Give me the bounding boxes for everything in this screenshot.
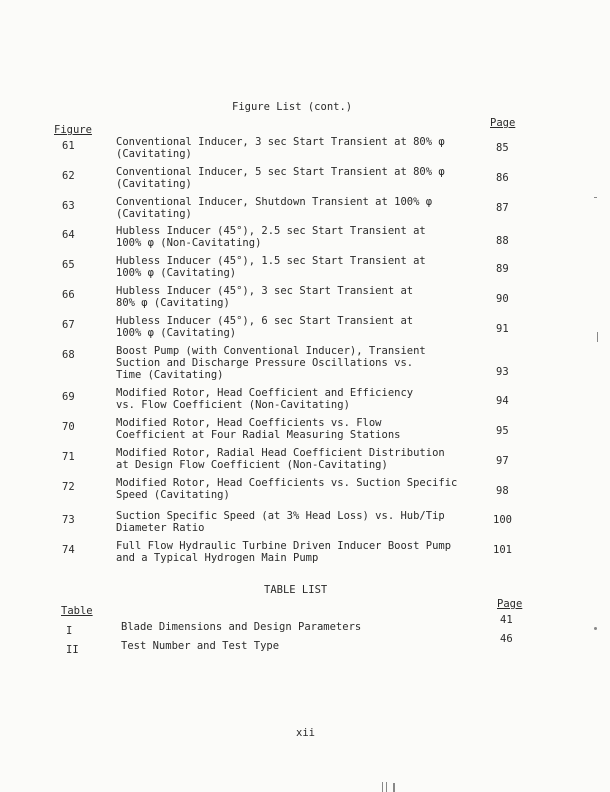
figure-description-line: Hubless Inducer (45°), 6 sec Start Transient at [116,315,414,327]
figure-description-line: Time (Cavitating) [116,369,224,381]
figure-page-number: 91 [496,323,509,335]
figure-page-number: 95 [496,425,509,437]
figure-description-line: (Cavitating) [116,208,192,220]
scan-mark [594,197,597,198]
figure-description-line: 100% φ (Cavitating) [116,267,237,279]
figure-page-number: 93 [496,366,509,378]
figure-page-number: 86 [496,172,509,184]
figure-description-line: Modified Rotor, Head Coefficients vs. Suction Specific [116,477,458,489]
figure-description-line: 80% φ (Cavitating) [116,297,230,309]
figure-number: 74 [62,544,75,556]
figure-number: 61 [62,140,75,152]
table-description: Test Number and Test Type [121,640,280,652]
figure-page-number: 101 [493,544,512,556]
figure-number: 68 [62,349,75,361]
figure-number: 62 [62,170,75,182]
figure-description-line: Modified Rotor, Radial Head Coefficient Distribution [116,447,445,459]
figure-description-line: Diameter Ratio [116,522,205,534]
scan-mark [597,332,598,342]
figure-page-number: 100 [493,514,512,526]
page-number: xii [296,727,315,739]
figure-number: 63 [62,200,75,212]
figure-page-number: 97 [496,455,509,467]
figure-description-line: Boost Pump (with Conventional Inducer), Transient [116,345,426,357]
figure-description-line: Coefficient at Four Radial Measuring Stations [116,429,401,441]
table-list-title: TABLE LIST [264,584,328,596]
figure-page-number: 94 [496,395,509,407]
figure-description-line: at Design Flow Coefficient (Non-Cavitating) [116,459,388,471]
table-number: II [66,644,79,656]
figure-description-line: Modified Rotor, Head Coefficient and Efficiency [116,387,414,399]
figure-page-number: 90 [496,293,509,305]
figure-description-line: 100% φ (Non-Cavitating) [116,237,262,249]
figure-number: 71 [62,451,75,463]
figure-page-number: 89 [496,263,509,275]
figure-number: 65 [62,259,75,271]
figure-description-line: 100% φ (Cavitating) [116,327,237,339]
figure-page-number: 87 [496,202,509,214]
scan-mark [386,782,387,792]
page-column-header: Page [490,117,516,129]
table-number: I [66,625,73,637]
figure-description-line: Conventional Inducer, Shutdown Transient at 100% φ [116,196,433,208]
figure-description-line: (Cavitating) [116,178,192,190]
figure-description-line: Hubless Inducer (45°), 2.5 sec Start Transient at [116,225,426,237]
figure-description-line: Hubless Inducer (45°), 3 sec Start Transient at [116,285,414,297]
table-column-header: Table [61,605,93,617]
figure-description-line: Suction Specific Speed (at 3% Head Loss) vs. Hub/Tip [116,510,445,522]
table-page-number: 41 [500,614,513,626]
figure-number: 70 [62,421,75,433]
scan-mark [382,782,383,792]
figure-page-number: 88 [496,235,509,247]
table-page-column-header: Page [497,598,523,610]
figure-page-number: 85 [496,142,509,154]
figure-description-line: Hubless Inducer (45°), 1.5 sec Start Transient at [116,255,426,267]
scan-mark [594,627,597,630]
figure-number: 69 [62,391,75,403]
figure-description-line: Conventional Inducer, 5 sec Start Transient at 80% φ [116,166,445,178]
figure-description-line: Speed (Cavitating) [116,489,230,501]
scan-mark [393,783,395,792]
figure-description-line: vs. Flow Coefficient (Non-Cavitating) [116,399,350,411]
table-description: Blade Dimensions and Design Parameters [121,621,362,633]
figure-description-line: (Cavitating) [116,148,192,160]
figure-page-number: 98 [496,485,509,497]
figure-description-line: Modified Rotor, Head Coefficients vs. Flow [116,417,382,429]
page-title: Figure List (cont.) [232,101,353,113]
figure-description-line: Conventional Inducer, 3 sec Start Transient at 80% φ [116,136,445,148]
figure-number: 66 [62,289,75,301]
figure-description-line: Full Flow Hydraulic Turbine Driven Inducer Boost Pump [116,540,452,552]
figure-description-line: and a Typical Hydrogen Main Pump [116,552,319,564]
figure-column-header: Figure [54,124,92,136]
figure-number: 73 [62,514,75,526]
figure-number: 67 [62,319,75,331]
figure-description-line: Suction and Discharge Pressure Oscillations vs. [116,357,414,369]
figure-number: 72 [62,481,75,493]
figure-number: 64 [62,229,75,241]
table-page-number: 46 [500,633,513,645]
